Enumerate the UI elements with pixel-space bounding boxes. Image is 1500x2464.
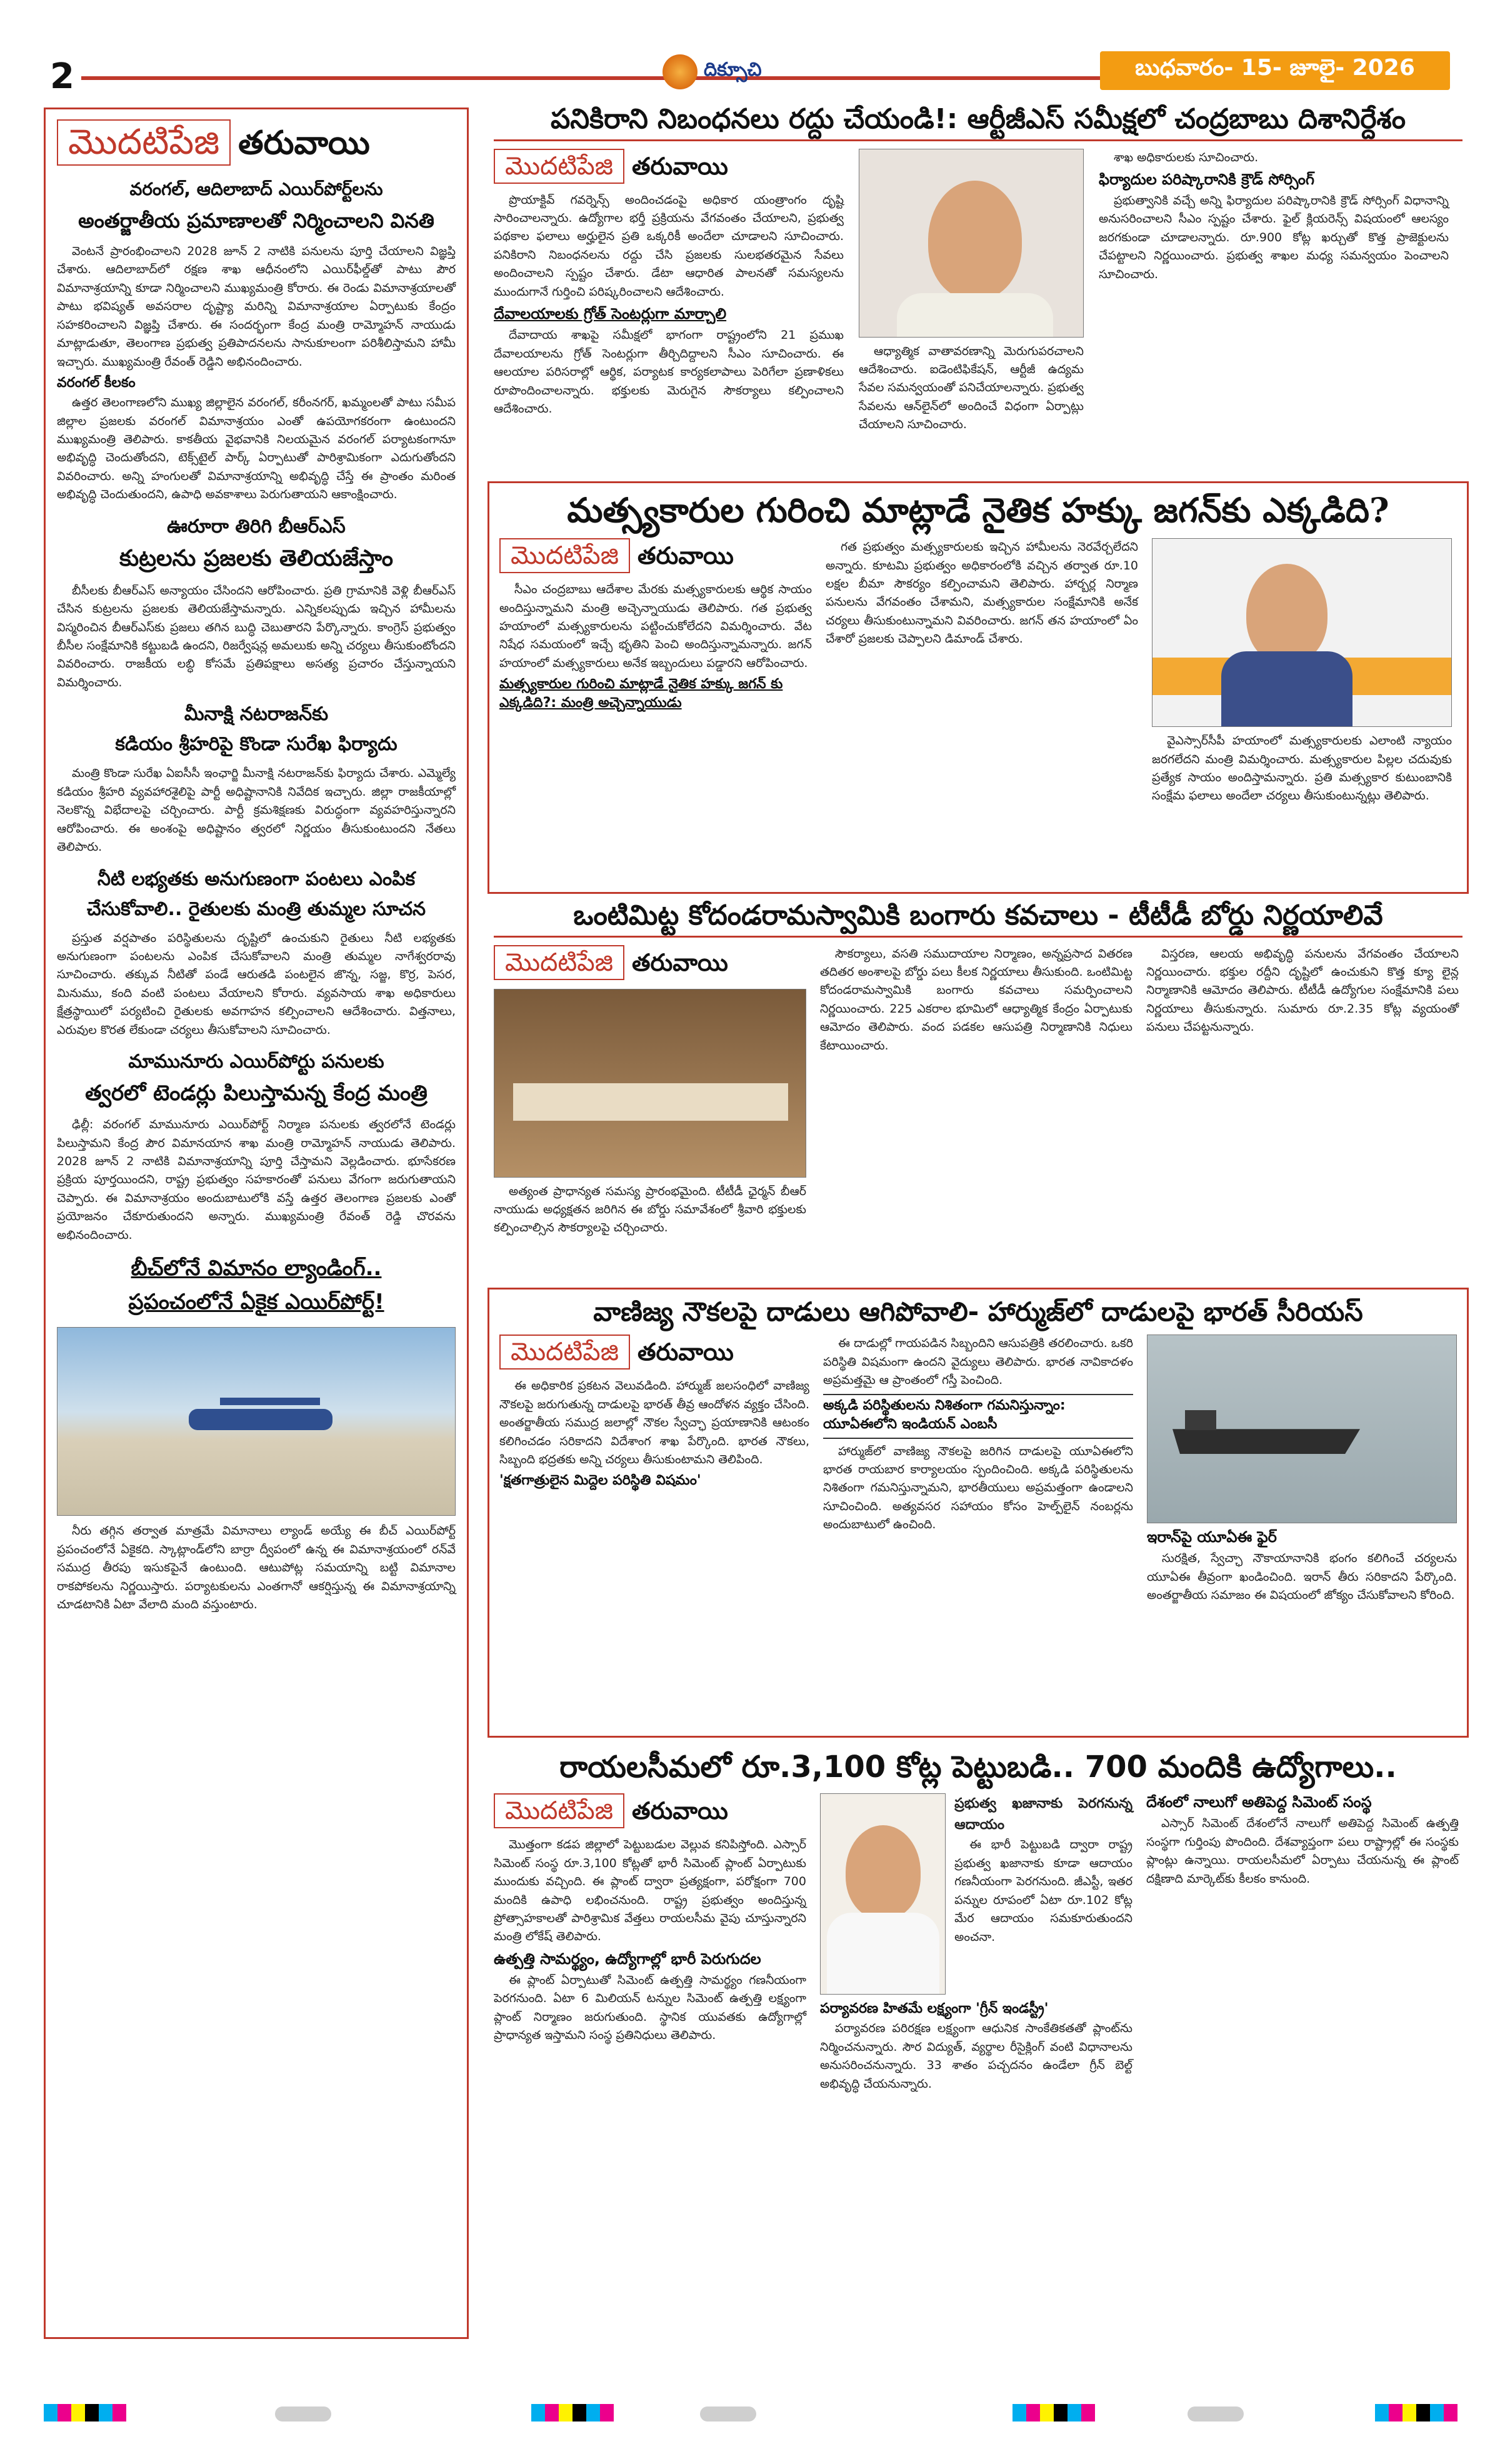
a1-sub1: దేవాలయాలకు గ్రోత్ సెంటర్లుగా మార్చాలి [494,305,727,323]
color-bar-mid-left [531,2404,614,2421]
s1-subhead: వరంగల్ కీలకం [57,375,136,391]
a5-body1-text: మొత్తంగా కడప జిల్లాలో పెట్టుబడుల వెల్లువ కనిపిస్తోంది. ఎస్సార్ సిమెంట్ సంస్థ రూ.3,100 కోట్లతో భారీ సిమెంట్ ప్లాంట్ ఏర్పాటుకు ముందుకు వచ్చింది. ఈ ప్లాంట్ ద్వారా ప్రత్యక్షంగా, పరోక్షంగా 700 మందికి ఉపాధి లభించనుంది. రాష్ట్ర ప్రభుత్వం అందిస్తున్న ప్రోత్సాహకాలతో పారిశ్రామిక వేత్తలు రాయలసీమ వైపు చూస్తున్నారని మంత్రి లోకేష్ తెలిపారు. [494,1838,806,1944]
left-column [44,108,469,2339]
s3-body [57,764,456,856]
article-fishermen [488,481,1469,894]
beach-airport-photo [57,1327,456,1516]
a5-body3-text: ఈ భారీ పెట్టుబడి ద్వారా రాష్ట్ర ప్రభుత్వ ఖజానాకు కూడా ఆదాయం గణనీయంగా పెరగనుంది. జీఎస్టీ, ఇతర పన్నుల రూపంలో ఏటా రూ.102 కోట్ల మేర ఆదాయం సమకూరుతుందని అంచనా. [954,1838,1132,1944]
a5-body4 [820,2020,1132,2093]
a5-body5-text: ఎస్సార్ సిమెంట్ దేశంలోనే నాలుగో అతిపెద్ద సిమెంట్ ఉత్పత్తి సంస్థగా గుర్తింపు పొందింది. దేశవ్యాప్తంగా పలు రాష్ట్రాల్లో ఈ సంస్థకు ప్లాంట్లు ఉన్నాయి. రాయలసీమలో ఏర్పాటు చేయనున్న ఈ ప్లాంట్ దక్షిణాది మార్కెట్‌కు కీలకం కానుంది. [1146,1816,1459,1886]
a4-body4 [1147,1550,1457,1605]
cbn-shirt [897,293,1053,338]
a4-body1-text: ఈ అధికారిక ప్రకటన వెలువడింది. హార్ముజ్ జలసంధిలో వాణిజ్య నౌకలపై జరుగుతున్న దాడులపై భారత్ తీవ్ర ఆందోళన వ్యక్తం చేసింది. అంతర్జాతీయ సముద్ర జలాల్లో నౌకల స్వేచ్ఛా ప్రయాణానికి ఆటంకం కలిగించడం సరికాదని విదేశాంగ శాఖ పేర్కొంది. భారత నౌకలు, సిబ్బంది భద్రతకు అన్ని చర్యలు తీసుకుంటామని తెలిపింది. [499,1379,809,1467]
a2-body-row [499,538,1457,809]
s4-body [57,929,456,1040]
s4-title-big: చేసుకోవాలి.. రైతులకు మంత్రి తుమ్మల సూచన [86,898,426,920]
a2-body2-text: గత ప్రభుత్వం మత్స్యకారులకు ఇచ్చిన హామీలను నెరవేర్చలేదని అన్నారు. కూటమి ప్రభుత్వం అధికారంలోకి వచ్చిన తర్వాత రూ.10 లక్షల బీమా సౌకర్యం కల్పించామని తెలిపారు. హార్బర్ల నిర్మాణ పనులను వేగవంతం చేశామని, మత్స్యకారుల సంక్షేమానికి అనేక చర్యలు తీసుకుంటున్నామని వివరించారు. జగన్ తన హయాంలో ఏం చేశారో ప్రజలకు చెప్పాలని డిమాండ్ చేశారు. [826,540,1138,646]
article-rayalaseema [494,1750,1462,2350]
a2-kicker-after: తరువాయి [637,542,734,570]
a1-kicker-first: మొదటిపేజి [494,149,624,184]
a1-body1 [494,191,844,302]
left-kicker [57,119,456,170]
a1-body2-text: దేవాదాయ శాఖపై సమీక్షలో భాగంగా రాష్ట్రంలోని 21 ప్రముఖ దేవాలయాలను గ్రోత్ సెంటర్లుగా తీర్చిదిద్దాలని సీఎం సూచించారు. ఈ ఆలయాల పరిసరాల్లో ఆర్థిక, పర్యాటక కార్యకలాపాలు పెరిగేలా ప్రణాళికలు రూపొందించాలన్నారు. భక్తులకు మెరుగైన సౌకర్యాలు కల్పించాలని ఆదేశించారు. [494,328,844,416]
ttd-board-photo [494,989,806,1178]
a2-body1-text: సీఎం చంద్రబాబు ఆదేశాల మేరకు మత్స్యకారులకు ఆర్థిక సాయం అందిస్తున్నామని మంత్రి అచ్చెన్నాయుడు తెలిపారు. గత ప్రభుత్వ హయాంలో మత్స్యకారులను పట్టించుకోలేదని విమర్శించారు. వేట నిషేధ సమయంలో ఇచ్చే భృతిని పెంచి అందిస్తున్నామన్నారు. జగన్ హయాంలో మత్స్యకారులు అనేక ఇబ్బందులు పడ్డారని ఆరోపించారు. [499,583,812,670]
masthead-logo [662,50,762,94]
minister-face [1246,564,1328,664]
s5-body-text: ఢిల్లీ: వరంగల్ మామునూరు ఎయిర్‌పోర్ట్ నిర్మాణ పనులకు త్వరలోనే టెండర్లు పిలుస్తామని కేంద్ర పౌర విమానయాన శాఖ మంత్రి రామ్మోహన్ నాయుడు తెలిపారు. 2028 జూన్ 2 నాటికి విమానాశ్రయాన్ని పూర్తి చేస్తామని వెల్లడించారు. భూసేకరణ ప్రక్రియ పూర్తయిందని, రాష్ట్ర ప్రభుత్వం సహకారంతో పనులు వేగంగా జరుగుతాయని చెప్పారు. ఈ విమానాశ్రయం అందుబాటులోకి వస్తే ఉత్తర తెలంగాణ ప్రజలకు ఎంతో ప్రయోజనం చేకూరుతుందని అన్నారు. ముఖ్యమంత్రి రేవంత్ రెడ్డి చొరవను అభినందించారు. [57,1118,456,1242]
s2-body-text: బీసీలకు బీఆర్ఎస్ అన్యాయం చేసిందని ఆరోపించారు. ప్రతి గ్రామానికి వెళ్లి బీఆర్ఎస్ చేసిన కుట్రలను ప్రజలకు తెలియజేస్తామన్నారు. ఎన్నికలప్పుడు ఇచ్చిన హామీలను విస్మరించిన బీఆర్ఎస్‌కు ప్రజలు తగిన బుద్ధి చెబుతారని పేర్కొన్నారు. కాంగ్రెస్ ప్రభుత్వం బీసీల సంక్షేమానికి కట్టుబడి ఉందని, రిజర్వేషన్ల అమలుకు అన్ని చర్యలు తీసుకుంటోందని వివరించారు. రాజకీయ లబ్ధి కోసమే ప్రతిపక్షాలు అసత్య ప్రచారం చేస్తున్నాయని విమర్శించారు. [57,583,456,689]
a2-body3-text: వైఎస్సార్‌సీపీ హయాంలో మత్స్యకారులకు ఎలాంటి న్యాయం జరగలేదని మంత్రి విమర్శించారు. మత్స్యకారుల పిల్లల చదువుకు ప్రత్యేక సాయం అందిస్తామన్నారు. ప్రతి మత్స్యకార కుటుంబానికి సంక్షేమ ఫలాలు అందేలా చర్యలు తీసుకుంటున్నట్లు తెలిపారు. [1152,734,1452,803]
a5-body2-text: ఈ ప్లాంట్ ఏర్పాటుతో సిమెంట్ ఉత్పత్తి సామర్థ్యం గణనీయంగా పెరగనుంది. ఏటా 6 మిలియన్ టన్నుల సిమెంట్ ఉత్పత్తి లక్ష్యంగా ప్లాంట్ నిర్మాణం జరుగుతుంది. స్థానిక యువతకు ఉద్యోగాల్లో ప్రాధాన్యత ఇస్తామని సంస్థ ప్రతినిధులు తెలిపారు. [494,1973,806,2043]
article-hormuz [488,1288,1469,1738]
s1-body2-text: ఉత్తర తెలంగాణలోని ముఖ్య జిల్లాలైన వరంగల్, కరీంనగర్, ఖమ్మంలతో పాటు సమీప జిల్లాల ప్రజలకు వరంగల్ విమానాశ్రయం ఎంతో ఉపయోగకరంగా ఉంటుందని ముఖ్యమంత్రి తెలిపారు. కాకతీయ వైభవానికి నిలయమైన వరంగల్ పర్యాటకంగానూ అభివృద్ధి చెందుతోందని, టెక్స్‌టైల్ పార్క్ ఏర్పాటుతో పారిశ్రామికంగా ఎదుగుతోందని వివరించారు. అన్ని హంగులతో విమానాశ్రయాన్ని అభివృద్ధి చేస్తే ఈ ప్రాంతం మరింత అభివృద్ధి చెందుతుందని, ఉపాధి అవకాశాలు పెరుగుతాయని ఆకాంక్షించారు. [57,396,456,502]
a5-body4-text: పర్యావరణ పరిరక్షణ లక్ష్యంగా ఆధునిక సాంకేతికతతో ప్లాంట్‌ను నిర్మించనున్నారు. సౌర విద్యుత్, వ్యర్థాల రీసైక్లింగ్ వంటి విధానాలను అనుసరించనున్నారు. 33 శాతం పచ్చదనం ఉండేలా గ్రీన్ బెల్ట్ అభివృద్ధి చేయనున్నారు. [820,2021,1132,2091]
header-rule [81,76,1119,80]
s2-title-big: కుట్రలను ప్రజలకు తెలియజేస్తాం [119,545,394,571]
sun-logo-icon [662,54,698,89]
a3-headline: ఒంటిమిట్ట కోదండరామస్వామికి బంగారు కవచాలు - టీటీడీ బోర్డు నిర్ణయాలివే [573,900,1383,931]
a5-body-row [494,1793,1462,2097]
a4-body2-text: ఈ దాడుల్లో గాయపడిన సిబ్బందిని ఆసుపత్రికి తరలించారు. ఒకరి పరిస్థితి విషమంగా ఉందని వైద్యులు తెలిపారు. భారత నావికాదళం అప్రమత్తమై ఆ ప్రాంతంలో గస్తీ పెంచింది. [823,1336,1133,1388]
a1-body5 [1099,192,1449,284]
a3-body2-text: సౌకర్యాలు, వసతి సముదాయాల నిర్మాణం, అన్నప్రసాద వితరణ తదితర అంశాలపై బోర్డు పలు కీలక నిర్ణయాలు తీసుకుంది. ఒంటిమిట్ట కోదండరామస్వామికి బంగారు కవచాలు సమర్పించాలని నిర్ణయించారు. 225 ఎకరాల భూమిలో ఆధ్యాత్మిక కేంద్రం ఏర్పాటుకు ఆమోదం తెలిపారు. వంద పడకల ఆసుపత్రి నిర్మాణానికి నిధులు కేటాయించారు. [820,946,1132,1053]
lokesh-photo [820,1793,946,1995]
a1-body-row [494,149,1462,438]
s6-title-small: బీచ్‌లోనే విమానం ల్యాండింగ్.. [131,1256,382,1281]
s3-body-text: మంత్రి కొండా సురేఖ ఏఐసీసీ ఇంఛార్జి మీనాక్షి నటరాజన్‌కు ఫిర్యాదు చేశారు. ఎమ్మెల్యే కడియం శ్రీహరి వ్యవహారశైలిపై పార్టీ అధిష్టానానికి నివేదిక ఇచ్చారు. జిల్లా రాజకీయాల్లో నెలకొన్న విభేదాలపై చర్చించారు. పార్టీ క్రమశిక్షణకు విరుద్ధంగా వ్యవహరిస్తున్నారని ఆరోపించారు. ఈ అంశంపై అధిష్టానం త్వరలో నిర్ణయం తీసుకుంటుందని నేతలు తెలిపారు. [57,766,456,854]
s1-title-small: వరంగల్, ఆదిలాబాద్ ఎయిర్‌పోర్ట్‌లను [129,179,383,199]
a5-body3-wrap [954,1793,1132,1995]
a4-sub2: ఇరాన్‌పై యూఏఈ ఫైర్ [1147,1528,1277,1546]
cbn-face [928,181,1022,299]
a2-quote: మత్స్యకారుల గురించి మాట్లాడే నైతిక హక్కు జగన్ కు ఎక్కడిది?: మంత్రి అచ్చెన్నాయుడు [499,676,783,711]
minister-photo [1152,538,1452,727]
kicker-first: మొదటిపేజి [57,119,231,166]
a2-kicker-first: మొదటిపేజి [499,538,630,573]
s2-body [57,582,456,693]
a1-headline: పనికిరాని నిబంధనలు రద్దు చేయండి!: ఆర్టీజీఎస్ సమీక్షలో చంద్రబాబు దిశానిర్దేశం [550,104,1406,135]
lokesh-face [846,1825,921,1919]
a1-kicker-after: తరువాయి [631,152,728,180]
a4-headline: వాణిజ్య నౌకలపై దాడులు ఆగిపోవాలి- హార్ముజ్‌లో దాడులపై భారత్ సీరియస్ [593,1296,1363,1327]
register-mark-2 [700,2406,756,2421]
a5-headline: రాయలసీమలో రూ.3,100 కోట్ల పెట్టుబడి.. 700 మందికి ఉద్యోగాలు.. [559,1750,1397,1785]
a4-body1 [499,1377,809,1469]
a4-kicker-after: తరువాయి [637,1338,734,1366]
s4-body-text: ప్రస్తుత వర్షపాతం పరిస్థితులను దృష్టిలో ఉంచుకుని రైతులు నీటి లభ్యతకు అనుగుణంగా పంటలను ఎంపిక చేసుకోవాలని మంత్రి తుమ్మల నాగేశ్వరరావు సూచించారు. తక్కువ నీటితో పండే ఆరుతడి పంటలైన జొన్న, సజ్జ, కొర్ర, పెసర, మినుము, కంది వంటి పంటలు వేయాలని కోరారు. వ్యవసాయ శాఖ అధికారులు క్షేత్రస్థాయిలో పర్యటించి రైతులకు అవగాహన కల్పించాలని ఆదేశించారు. విత్తనాలు, ఎరువుల కొరత లేకుండా చర్యలు తీసుకోవాలని సూచించారు. [57,931,456,1037]
a4-kicker-first: మొదటిపేజి [499,1335,630,1370]
issue-date: బుధవారం- 15- జూలై- 2026 [1100,51,1450,90]
kicker-after: తరువాయి [238,124,370,162]
register-mark-1 [275,2406,331,2421]
s1-body-text: వెంటనే ప్రారంభించాలని 2028 జూన్ 2 నాటికి పనులను పూర్తి చేయాలని విజ్ఞప్తి చేశారు. ఆదిలాబాద్‌లో రక్షణ శాఖ ఆధీనంలోని ఎయిర్‌ఫీల్డ్‌తో పాటు పౌర విమానాశ్రయాన్ని కూడా నిర్మించాలని ముఖ్యమంత్రి కోరారు. ఈ రెండు విమానాశ్రయాలతో పాటు భవిష్యత్ అవసరాల దృష్ట్యా మరిన్ని విమానాశ్రయాల ఏర్పాటుకు కేంద్రం సహకరించాలని విజ్ఞప్తి చేశారు. ఈ సందర్భంగా కేంద్ర మంత్రి రామ్మోహన్ నాయుడు మాట్లాడుతూ, తెలంగాణ ప్రభుత్వ ప్రతిపాదనలను సానుకూలంగా పరిశీలిస్తామని హామీ ఇచ్చారు. ముఖ్యమంత్రి రేవంత్ రెడ్డిని అభినందించారు. [57,244,456,369]
s3-title-big: కడియం శ్రీహరిపై కొండా సురేఖ ఫిర్యాదు [115,733,398,756]
a1-body4-text: శాఖ అధికారులకు సూచించారు. [1114,150,1259,164]
a1-body5-text: ప్రభుత్వానికి వచ్చే అన్ని ఫిర్యాదుల పరిష్కారానికి క్రౌడ్ సోర్సింగ్ విధానాన్ని అనుసరించాలని సీఎం స్పష్టం చేశారు. ఫైల్ క్లియరెన్స్ విషయంలో ఆలస్యం జరగకుండా చూడాలన్నారు. రూ.900 కోట్ల ఖర్చుతో కొత్త ప్రాజెక్టులను చేపట్టాలని నిర్ణయించారు. ప్రభుత్వ శాఖల మధ్య సమన్వయం పెంచాలని సూచించారు. [1099,194,1449,281]
s2-title-small: ఊరూరా తిరిగి బీఆర్ఎస్ [167,515,346,538]
color-bar-left [44,2404,126,2421]
a5-body1 [494,1836,806,1946]
s5-title-small: మామునూరు ఎయిర్‌పోర్టు పనులకు [128,1051,384,1073]
a3-body3-text: విస్తరణ, ఆలయ అభివృద్ధి పనులను వేగవంతం చేయాలని నిర్ణయించారు. భక్తుల రద్దీని దృష్టిలో ఉంచుకుని కొత్త క్యూ లైన్ల నిర్మాణానికి ఆమోదం తెలిపారు. టీటీడీ ఉద్యోగుల సంక్షేమానికి పలు నిర్ణయాలు తీసుకున్నారు. సుమారు రూ.2.35 కోట్ల వ్యయంతో పనులు చేపట్టనున్నారు. [1146,946,1459,1034]
a1-body2 [494,326,844,418]
a1-body3-text: ఆధ్యాత్మిక వాతావరణాన్ని మెరుగుపరచాలని ఆదేశించారు. ఐడెంటిఫికేషన్, ఆర్టీజీ ఉద్యమ సేవల సమన్వయంతో పనిచేయాలన్నారు. ప్రభుత్వ సేవలను ఆన్‌లైన్‌లో అందించే విధంగా ఏర్పాట్లు చేయాలని సూచించారు. [859,344,1084,432]
a2-body2 [826,538,1138,649]
s1-body2 [57,394,456,504]
s6-body-text: నీరు తగ్గిన తర్వాత మాత్రమే విమానాలు ల్యాండ్ అయ్యే ఈ బీచ్ ఎయిర్‌పోర్ట్ ప్రపంచంలోనే ఏకైకది. స్కాట్లాండ్‌లోని బార్రా ద్వీపంలో ఉన్న ఈ విమానాశ్రయంలో రన్‌వే సముద్ర తీరపు ఇసుకపైనే ఉంటుంది. ఆటుపోట్ల సమయాన్ని బట్టి విమానాల రాకపోకలను నిర్ణయిస్తారు. పర్యాటకులను ఎంతగానో ఆకర్షిస్తున్న ఈ విమానాశ్రయాన్ని చూడటానికి ఏటా వేలాది మంది వస్తుంటారు. [57,1524,456,1611]
a1-body4 [1099,149,1449,167]
s4-title-small: నీటి లభ్యతకు అనుగుణంగా పంటలు ఎంపిక [97,868,416,890]
minister-shirt [1221,651,1352,727]
logo-name: దిక్సూచి [704,59,762,81]
a4-body2 [823,1335,1133,1390]
a4-quote: 'క్షతగాత్రులైన మిద్దెల పరిస్థితి విషమం' [499,1473,701,1489]
a3-kicker-first: మొదటిపేజి [494,945,624,980]
a5-sub1: ఉత్పత్తి సామర్థ్యం, ఉద్యోగాల్లో భారీ పెరుగుదల [494,1950,761,1968]
a5-body5 [1146,1815,1459,1888]
s1-title-big: అంతర్జాతీయ ప్రమాణాలతో నిర్మించాలని వినతి [78,209,434,233]
a2-body1 [499,581,812,673]
a2-headline: మత్స్యకారుల గురించి మాట్లాడే నైతిక హక్కు జగన్‌కు ఎక్కడిది? [567,490,1389,530]
a5-body2 [494,1971,806,2045]
a5-kicker-after: తరువాయి [631,1797,728,1825]
a1-body3 [859,343,1084,434]
ship-bridge [1185,1410,1216,1430]
meeting-table [513,1083,788,1121]
a4-body3 [823,1443,1133,1535]
a3-rule [494,936,1462,938]
color-bar-right [1375,2404,1458,2421]
a3-body3 [1146,945,1459,1037]
a1-sub2: ఫిర్యాదుల పరిష్కారానికి క్రౌడ్ సోర్సింగ్ [1099,171,1314,189]
a4-body-row [499,1335,1457,1608]
a4-sub1: అక్కడి పరిస్థితులను నిశితంగా గమనిస్తున్నాం: యూఏఈలోని ఇండియన్ ఎంబసీ [823,1394,1133,1439]
ship-hull [1172,1429,1360,1454]
a5-sub3: పర్యావరణ హితమే లక్ష్యంగా 'గ్రీన్ ఇండస్ట్రీ' [820,2001,1049,2017]
a4-body4-text: సురక్షిత, స్వేచ్ఛా నౌకాయానానికి భంగం కలిగించే చర్యలను యూఏఈ తీవ్రంగా ఖండించింది. ఇరాన్ తీరు సరికాదని పేర్కొంది. అంతర్జాతీయ సమాజం ఈ విషయంలో జోక్యం చేసుకోవాలని కోరింది. [1147,1551,1457,1603]
a3-body2 [820,945,1132,1056]
article-cbn [494,104,1462,479]
lokesh-shirt [827,1913,939,1995]
a4-body3-text: హార్ముజ్‌లో వాణిజ్య నౌకలపై జరిగిన దాడులపై యూఏఈలోని భారత రాయబార కార్యాలయం స్పందించింది. అక్కడి పరిస్థితులను నిశితంగా గమనిస్తున్నామని, భారతీయులు అప్రమత్తంగా ఉండాలని సూచించింది. అత్యవసర సహాయం కోసం హెల్ప్‌లైన్ నంబర్లను అందుబాటులో ఉంచింది. [823,1444,1133,1532]
a3-kicker-after: తరువాయి [631,948,728,976]
plane-fuselage [189,1409,332,1430]
s3-title-small: మీనాక్షి నటరాజన్‌కు [184,703,329,726]
ship-photo [1147,1335,1457,1523]
a1-rule [494,139,1462,141]
plane-wing [220,1398,320,1405]
a5-sub2: ప్రభుత్వ ఖజానాకు పెరగనున్న ఆదాయం [954,1796,1132,1833]
register-mark-3 [1188,2406,1244,2421]
s5-title-big: త్వరలో టెండర్లు పిలుస్తామన్న కేంద్ర మంత్రి [85,1081,428,1106]
s6-body [57,1522,456,1614]
cbn-photo [859,149,1084,338]
page-number: 2 [50,56,74,97]
a5-sub4: దేశంలో నాలుగో అతిపెద్ద సిమెంట్ సంస్థ [1146,1793,1372,1811]
a2-body3 [1152,732,1452,806]
s6-title-big: ప్రపంచంలోనే ఏకైక ఎయిర్‌పోర్ట్! [128,1290,384,1315]
a3-body-row [494,945,1462,1241]
s1-body [57,243,456,371]
s5-body [57,1116,456,1245]
a5-kicker-first: మొదటిపేజి [494,1793,624,1828]
color-bar-mid-right [1012,2404,1095,2421]
a3-body1 [494,1183,806,1238]
article-ttd [494,900,1462,1288]
a1-body1-text: ప్రొయాక్టివ్ గవర్నెన్స్ అందించడంపై అధికార యంత్రాంగం దృష్టి సారించాలన్నారు. ఉద్యోగాల భర్తీ ప్రక్రియను వేగవంతం చేయాలని, ప్రభుత్వ పథకాల ఫలాలు అర్హులైన ప్రతి ఒక్కరికీ అందేలా చూడాలని సూచించారు. పనికిరాని నిబంధనలను రద్దు చేసి ప్రజలకు సులభతరమైన సేవలు అందించాలని స్పష్టం చేశారు. డేటా ఆధారిత పాలనతో సమస్యలను ముందుగానే గుర్తించి పరిష్కరించాలని ఆదేశించారు. [494,193,844,299]
a3-body1-text: అత్యంత ప్రాధాన్యత సమస్య ప్రారంభమైంది. టీటీడీ ఛైర్మన్ బీఆర్ నాయుడు అధ్యక్షతన జరిగిన ఈ బోర్డు సమావేశంలో శ్రీవారి భక్తులకు కల్పించాల్సిన సౌకర్యాలపై చర్చించారు. [494,1184,806,1235]
